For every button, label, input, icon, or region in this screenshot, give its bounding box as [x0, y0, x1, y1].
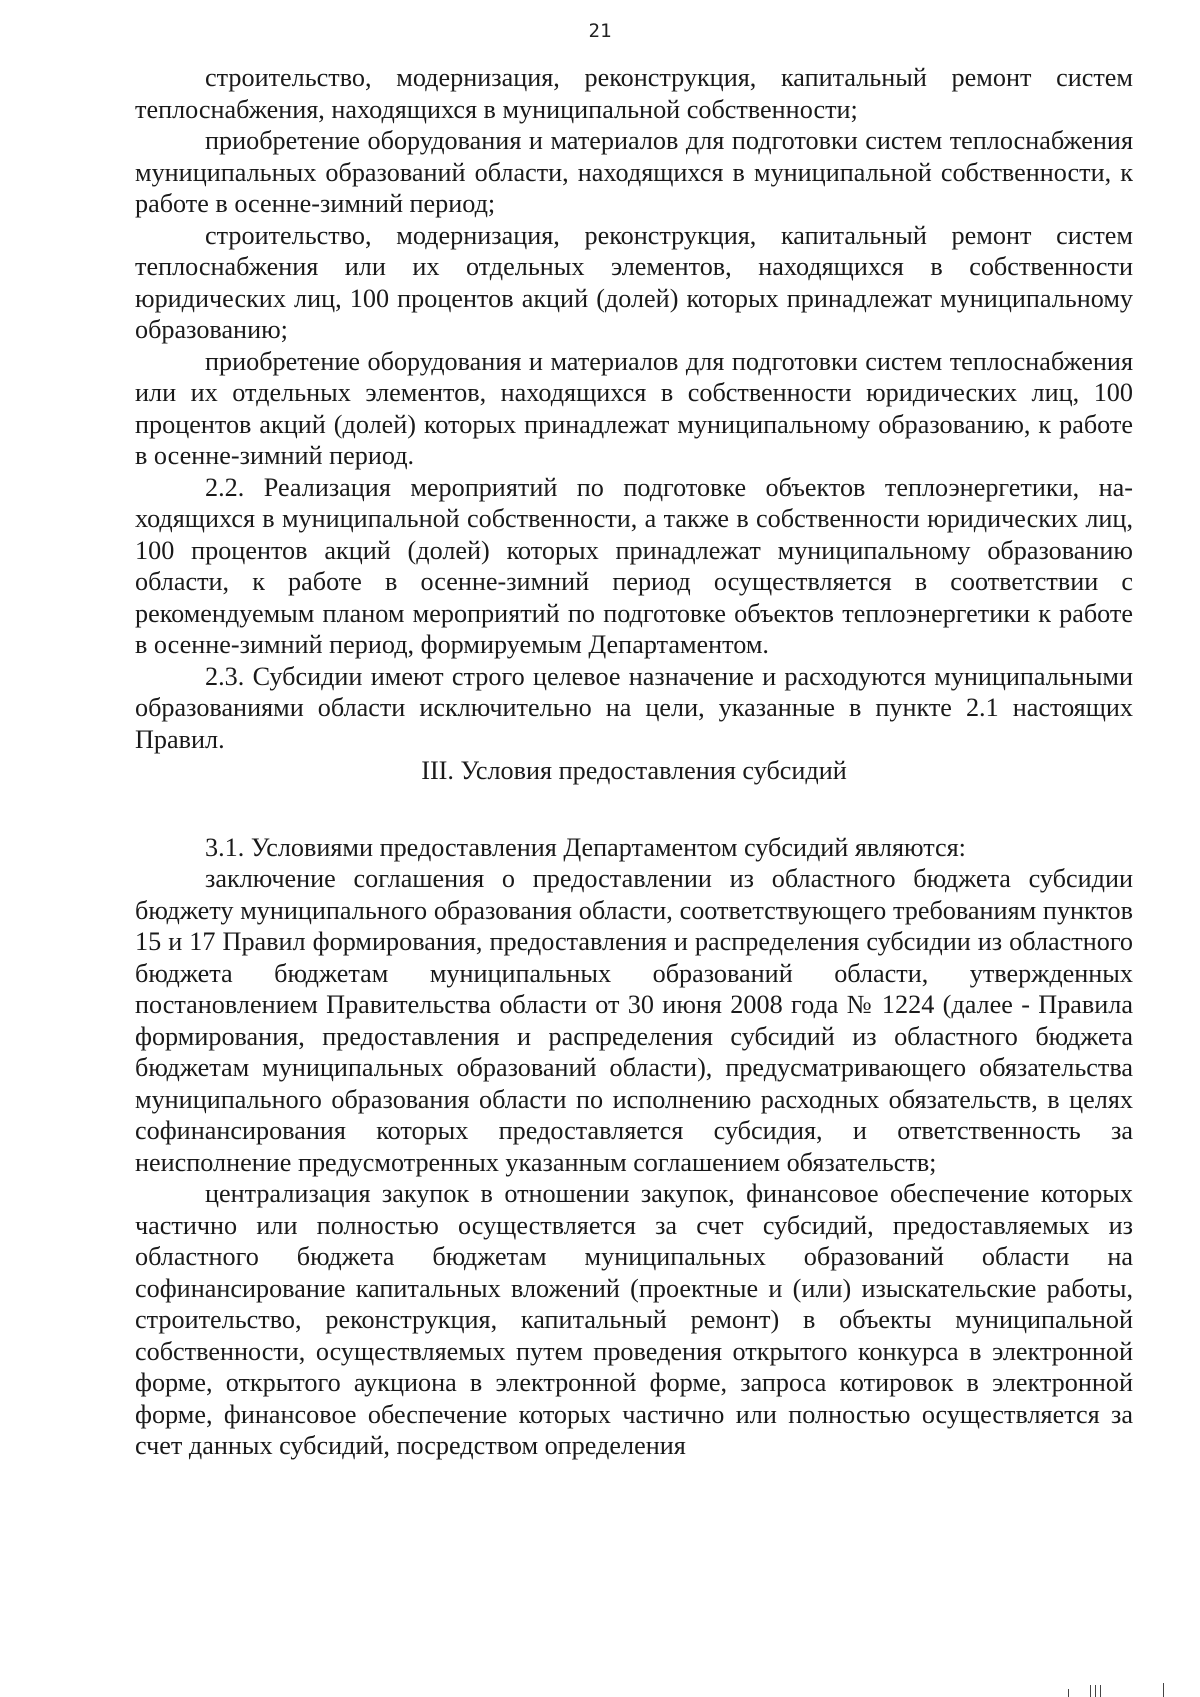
page-number: 21 — [588, 20, 612, 42]
document-body — [135, 62, 1133, 1462]
paragraph: приобретение оборудования и материалов для подготовки систем теплоснабжения или их отдельных элементов, находящихся в собственности юридических лиц, 100 процентов акций (долей) которых принадлежат муниципальному образованию, к работе в осенне-зимний период. — [135, 346, 1133, 470]
paragraph-2-3: 2.3. Субсидии имеют строго целевое назначение и расходуются муниципальными образованиями области исключительно на цели, указанные в пункте 2.1 настоящих Правил. — [135, 661, 1133, 754]
paragraph: приобретение оборудования и материалов для подготовки систем теплоснабжения муниципальных образований области, находящихся в муниципальной собственности, к работе в осенне-зимний период; — [135, 126, 1133, 218]
paragraph: централизация закупок в отношении закупок, финансовое обеспечение которых частично или полностью осуществляется за счет субсидий, предоставляемых из областного бюджета бюджетам муниципальных образований области на софинансирование капитальных вложений (проектные и (или) изыскательские работы, строительство, реконструкция, капитальный ремонт) в объекты муниципальной собственности, осуществляемых путем проведения открытого конкурса в электронной форме, открытого аукциона в электронной форме, запроса котировок в электронной форме, финансовое обеспечение которых частично или полностью осуществляется за счет данных субсидий, посредством определения — [135, 1179, 1133, 1460]
paragraph: строительство, модернизация, реконструкция, капитальный ремонт систем теплоснабжения или их отдельных элементов, находящихся в собственности юридических лиц, 100 процентов акций (долей) которых принадлежат муниципальному образованию; — [135, 220, 1133, 344]
paragraph-2-2: 2.2. Реализация мероприятий по подготовке объектов теплоэнергетики, находящихся в муниципальной собственности, а также в собственности юридических лиц, 100 процентов акций (долей) которых принадлежат муниципальному образованию области, к работе в осенне-зимний период осуществляется в соответствии с рекомендуемым планом мероприятий по подготовке объектов теплоэнергетики к работе в осенне-зимний период, формируемым Департаментом. — [135, 472, 1133, 659]
paragraph: заключение соглашения о предоставлении из областного бюджета субсидии бюджету муниципального образования области, соответствующего требованиям пунктов 15 и 17 Правил формирования, предоставления и распределения субсидии из областного бюджета бюджетам муниципальных образований области, утвержденных постановлением Правительства области от 30 июня 2008 года № 1224 (далее - Правила формирования, предоставления и распределения субсидий из областного бюджета бюджетам муниципальных образований области), предусматривающего обязательства муниципального образования области по исполнению расходных обязательств, в целях софинансирования которых предоставляется субсидия, и ответственность за неисполнение предусмотренных указанным соглашением обязательств; — [135, 864, 1133, 1177]
paragraph-3-1: 3.1. Условиями предоставления Департаментом субсидий являются: — [205, 832, 966, 862]
scan-edge-marks — [1040, 1683, 1200, 1697]
paragraph: строительство, модернизация, реконструкция, капитальный ремонт систем теплоснабжения, находящихся в муниципальной собственности; — [135, 63, 1133, 124]
section-heading: III. Условия предоставления субсидий — [421, 756, 847, 785]
